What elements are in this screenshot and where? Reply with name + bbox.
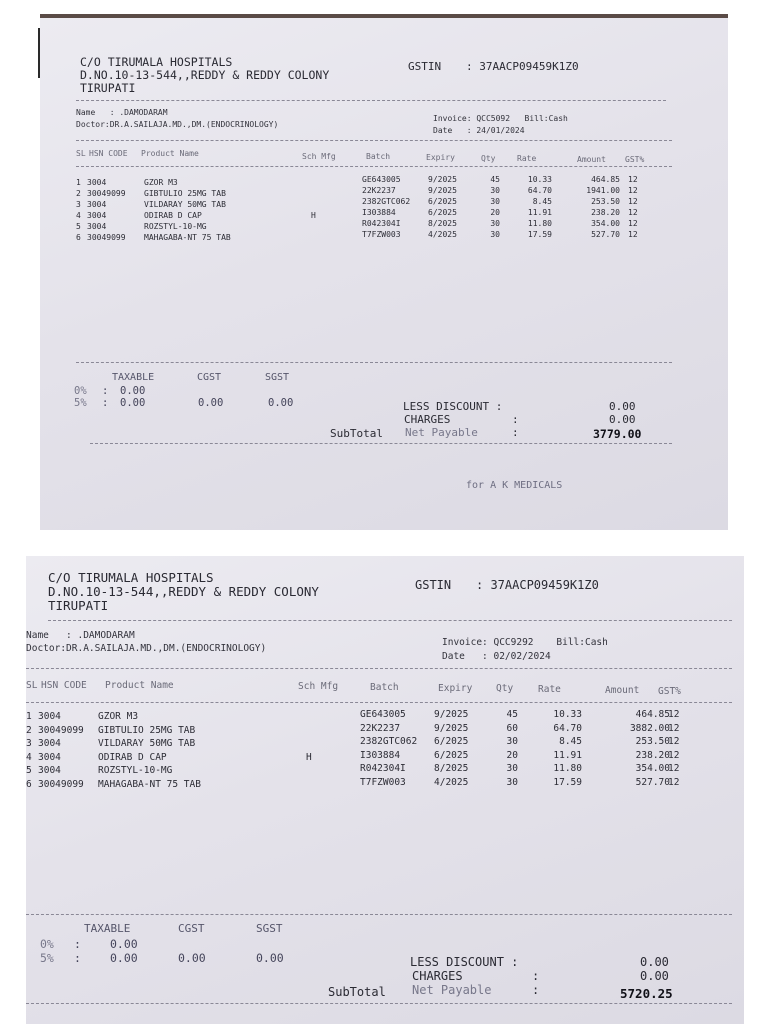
- tax-sep: :: [102, 385, 109, 397]
- tax-sgst: 0.00: [268, 397, 294, 409]
- cell-batch: I303884: [362, 208, 396, 217]
- cell-batch: R042304I: [360, 763, 406, 774]
- cell-product-name: MAHAGABA-NT 75 TAB: [98, 778, 201, 790]
- tax-rate: 5%: [40, 951, 54, 965]
- net-payable-label: Net Payable: [405, 426, 478, 439]
- cell-product-name: ROZSTYL-10-MG: [144, 222, 207, 231]
- cell-schedule: H: [306, 751, 312, 763]
- charges-value: 0.00: [609, 413, 636, 426]
- cell-qty: 30: [506, 763, 518, 774]
- cell-sl: 3: [26, 738, 32, 749]
- cell-amount: 3882.00: [629, 722, 670, 734]
- patient-name: Name : .DAMODARAM: [26, 630, 135, 641]
- cell-hsn-code: 3004: [87, 211, 107, 220]
- subtotal-label: SubTotal: [330, 427, 383, 440]
- cell-expiry: 9/2025: [434, 722, 469, 734]
- cell-sl: 6: [26, 778, 32, 790]
- tax-taxable: 0.00: [110, 951, 138, 965]
- tax-header-sgst: SGST: [256, 922, 283, 935]
- cell-rate: 17.59: [527, 230, 552, 239]
- cell-batch: 2382GTC062: [360, 736, 418, 747]
- cell-expiry: 6/2025: [428, 197, 457, 206]
- cell-rate: 8.45: [532, 197, 552, 206]
- cell-rate: 11.80: [553, 763, 582, 774]
- col-hsn: HSN CODE: [89, 149, 128, 158]
- cell-amount: 238.20: [635, 749, 670, 761]
- col-gst: GST%: [658, 686, 681, 697]
- pharmacy-bill-1: [40, 14, 728, 530]
- tax-cgst: 0.00: [178, 951, 206, 965]
- cell-product-name: MAHAGABA-NT 75 TAB: [144, 233, 231, 242]
- cell-batch: 22K2237: [360, 722, 401, 734]
- col-qty: Qty: [496, 683, 514, 694]
- cell-qty: 30: [490, 197, 500, 206]
- cell-expiry: 6/2025: [428, 208, 457, 217]
- divider: [26, 914, 732, 915]
- cell-product-name: GIBTULIO 25MG TAB: [98, 724, 196, 736]
- cell-sl: 4: [26, 751, 32, 763]
- col-product: Product Name: [105, 680, 174, 691]
- net-payable-value: 3779.00: [593, 427, 642, 441]
- cell-hsn-code: 30049099: [38, 778, 84, 790]
- col-sch-mfg: Sch Mfg: [298, 681, 339, 692]
- gstin-value: : 37AACP09459K1Z0: [466, 60, 579, 73]
- gstin-label: GSTIN: [415, 578, 452, 592]
- cell-qty: 45: [506, 709, 518, 720]
- cell-gst: 12: [628, 219, 638, 228]
- cell-product-name: GZOR M3: [144, 178, 178, 187]
- cell-qty: 45: [490, 175, 500, 184]
- cell-expiry: 9/2025: [428, 186, 457, 195]
- net-payable-value: 5720.25: [620, 986, 673, 1001]
- cell-rate: 11.91: [553, 749, 582, 761]
- cell-sl: 1: [76, 178, 81, 187]
- table-row: [40, 230, 728, 244]
- col-sl: SL: [26, 680, 38, 691]
- cell-amount: 354.00: [635, 763, 670, 774]
- tax-header-cgst: CGST: [197, 372, 222, 383]
- charges-sep: :: [532, 969, 540, 983]
- cell-hsn-code: 3004: [87, 222, 107, 231]
- table-row: [26, 765, 744, 776]
- hospital-name: C/O TIRUMALA HOSPITALS: [80, 55, 233, 69]
- hospital-address: D.NO.10-13-544,,REDDY & REDDY COLONY: [48, 584, 319, 599]
- net-payable-sep: :: [512, 426, 519, 439]
- cell-amount: 253.50: [635, 736, 670, 747]
- table-row: [26, 711, 744, 722]
- cell-gst: 12: [628, 186, 638, 195]
- cell-amount: 527.70: [635, 776, 670, 788]
- net-payable-sep: :: [532, 983, 540, 997]
- hospital-name: C/O TIRUMALA HOSPITALS: [48, 570, 214, 585]
- tax-taxable: 0.00: [110, 937, 138, 951]
- cell-expiry: 6/2025: [434, 749, 469, 761]
- cell-batch: 2382GTC062: [362, 197, 411, 206]
- net-payable-label: Net Payable: [412, 983, 492, 997]
- tax-header-taxable: TAXABLE: [84, 922, 131, 935]
- cell-hsn-code: 3004: [87, 178, 107, 187]
- cell-gst: 12: [628, 230, 638, 239]
- hospital-city: TIRUPATI: [80, 81, 136, 95]
- cell-product-name: GIBTULIO 25MG TAB: [144, 189, 226, 198]
- tax-sgst: 0.00: [256, 951, 284, 965]
- cell-batch: T7FZW003: [360, 776, 406, 788]
- cell-expiry: 4/2025: [428, 230, 457, 239]
- cell-qty: 20: [490, 208, 500, 217]
- items-table: [40, 18, 728, 530]
- cell-gst: 12: [668, 749, 680, 761]
- invoice-date: Date : 24/01/2024: [433, 126, 525, 135]
- cell-expiry: 8/2025: [434, 763, 469, 774]
- tax-taxable: 0.00: [120, 397, 146, 409]
- cell-sl: 3: [76, 200, 81, 209]
- pharmacy-signature: for A K MEDICALS: [466, 480, 563, 491]
- cell-sl: 4: [76, 211, 81, 220]
- cell-rate: 10.33: [553, 709, 582, 720]
- cell-batch: I303884: [360, 749, 401, 761]
- cell-qty: 20: [506, 749, 518, 761]
- cell-gst: 12: [668, 722, 680, 734]
- cell-batch: R042304I: [362, 219, 401, 228]
- table-row: [26, 776, 744, 790]
- cell-rate: 64.70: [527, 186, 552, 195]
- cell-product-name: VILDARAY 50MG TAB: [144, 200, 226, 209]
- table-row: [26, 749, 744, 763]
- tax-header-taxable: TAXABLE: [112, 372, 155, 383]
- divider: [76, 362, 672, 363]
- cell-gst: 12: [628, 175, 638, 184]
- divider: [26, 1003, 732, 1004]
- cell-hsn-code: 3004: [38, 751, 61, 763]
- cell-expiry: 9/2025: [428, 175, 457, 184]
- tax-sep: :: [74, 951, 81, 965]
- gstin-label: GSTIN: [408, 60, 442, 73]
- cell-batch: GE643005: [360, 709, 406, 720]
- pharmacy-bill-2: [26, 556, 744, 1024]
- less-discount-label: LESS DISCOUNT :: [403, 400, 503, 413]
- tax-cgst: 0.00: [198, 397, 224, 409]
- cell-sl: 2: [76, 189, 81, 198]
- col-amount: Amount: [605, 685, 640, 696]
- cell-product-name: ODIRAB D CAP: [98, 751, 167, 763]
- subtotal-label: SubTotal: [328, 985, 386, 999]
- col-batch: Batch: [366, 152, 391, 161]
- tax-rate: 0%: [40, 937, 54, 951]
- col-sch-mfg: Sch Mfg: [302, 152, 336, 161]
- cell-rate: 8.45: [559, 736, 582, 747]
- col-expiry: Expiry: [438, 683, 473, 694]
- col-sl: SL: [76, 149, 86, 158]
- cell-rate: 11.80: [527, 219, 552, 228]
- charges-sep: :: [512, 413, 519, 426]
- col-qty: Qty: [481, 154, 496, 163]
- tax-taxable: 0.00: [120, 385, 146, 397]
- tax-rate: 5%: [74, 397, 87, 409]
- cell-qty: 30: [490, 219, 500, 228]
- cell-sl: 1: [26, 711, 32, 722]
- cell-amount: 238.20: [591, 208, 620, 217]
- cell-hsn-code: 3004: [38, 765, 61, 776]
- cell-gst: 12: [668, 709, 680, 720]
- charges-value: 0.00: [640, 969, 669, 983]
- cell-rate: 17.59: [553, 776, 582, 788]
- col-gst: GST%: [625, 155, 645, 164]
- cell-qty: 30: [490, 230, 500, 239]
- tax-header-cgst: CGST: [178, 922, 205, 935]
- cell-hsn-code: 3004: [38, 738, 61, 749]
- cell-qty: 30: [506, 776, 518, 788]
- col-batch: Batch: [370, 682, 399, 693]
- col-product: Product Name: [141, 149, 199, 158]
- cell-batch: T7FZW003: [362, 230, 401, 239]
- table-row: [26, 722, 744, 736]
- patient-name: Name : .DAMODARAM: [76, 108, 168, 117]
- invoice-date: Date : 02/02/2024: [442, 651, 551, 662]
- cell-hsn-code: 3004: [38, 711, 61, 722]
- less-discount-label: LESS DISCOUNT :: [410, 955, 519, 969]
- cell-schedule: H: [311, 211, 316, 220]
- cell-product-name: VILDARAY 50MG TAB: [98, 738, 196, 749]
- cell-product-name: ROZSTYL-10-MG: [98, 765, 173, 776]
- cell-qty: 30: [506, 736, 518, 747]
- tax-sep: :: [74, 937, 81, 951]
- cell-rate: 64.70: [553, 722, 582, 734]
- less-discount-value: 0.00: [609, 400, 636, 413]
- col-hsn: HSN CODE: [41, 680, 87, 691]
- cell-sl: 5: [76, 222, 81, 231]
- tax-sep: :: [102, 397, 109, 409]
- gstin-value: : 37AACP09459K1Z0: [476, 578, 599, 592]
- less-discount-value: 0.00: [640, 955, 669, 969]
- tax-rate: 0%: [74, 385, 87, 397]
- cell-batch: 22K2237: [362, 186, 396, 195]
- cell-product-name: ODIRAB D CAP: [144, 211, 202, 220]
- cell-amount: 1941.00: [586, 186, 620, 195]
- cell-hsn-code: 30049099: [38, 724, 84, 736]
- col-rate: Rate: [517, 154, 537, 163]
- cell-hsn-code: 30049099: [87, 189, 126, 198]
- charges-label: CHARGES: [412, 969, 463, 983]
- cell-product-name: GZOR M3: [98, 711, 139, 722]
- cell-gst: 12: [628, 197, 638, 206]
- charges-label: CHARGES: [404, 413, 451, 426]
- cell-amount: 464.85: [635, 709, 670, 720]
- cell-gst: 12: [628, 208, 638, 217]
- cell-sl: 6: [76, 233, 81, 242]
- cell-batch: GE643005: [362, 175, 401, 184]
- invoice-number: Invoice: QCC9292 Bill:Cash: [442, 637, 608, 648]
- cell-gst: 12: [668, 763, 680, 774]
- col-amount: Amount: [577, 155, 606, 164]
- col-expiry: Expiry: [426, 153, 455, 162]
- cell-gst: 12: [668, 776, 680, 788]
- cell-qty: 60: [506, 722, 518, 734]
- cell-qty: 30: [490, 186, 500, 195]
- cell-gst: 12: [668, 736, 680, 747]
- invoice-number: Invoice: QCC5092 Bill:Cash: [433, 114, 568, 123]
- col-rate: Rate: [538, 684, 561, 695]
- cell-amount: 354.00: [591, 219, 620, 228]
- cell-expiry: 4/2025: [434, 776, 469, 788]
- doctor-name: Doctor:DR.A.SAILAJA.MD.,DM.(ENDOCRINOLOGY): [76, 120, 279, 129]
- cell-sl: 5: [26, 765, 32, 776]
- cell-hsn-code: 3004: [87, 200, 107, 209]
- cell-expiry: 6/2025: [434, 736, 469, 747]
- cell-rate: 10.33: [527, 175, 552, 184]
- tax-header-sgst: SGST: [265, 372, 290, 383]
- hospital-address: D.NO.10-13-544,,REDDY & REDDY COLONY: [80, 68, 330, 82]
- cell-expiry: 8/2025: [428, 219, 457, 228]
- cell-sl: 2: [26, 724, 32, 736]
- cell-amount: 527.70: [591, 230, 620, 239]
- cell-expiry: 9/2025: [434, 709, 469, 720]
- cell-amount: 253.50: [591, 197, 620, 206]
- cell-amount: 464.85: [591, 175, 620, 184]
- doctor-name: Doctor:DR.A.SAILAJA.MD.,DM.(ENDOCRINOLOGY): [26, 643, 267, 654]
- divider: [90, 443, 672, 444]
- hospital-city: TIRUPATI: [48, 598, 109, 613]
- table-row: [26, 738, 744, 749]
- cell-rate: 11.91: [527, 208, 552, 217]
- cell-hsn-code: 30049099: [87, 233, 126, 242]
